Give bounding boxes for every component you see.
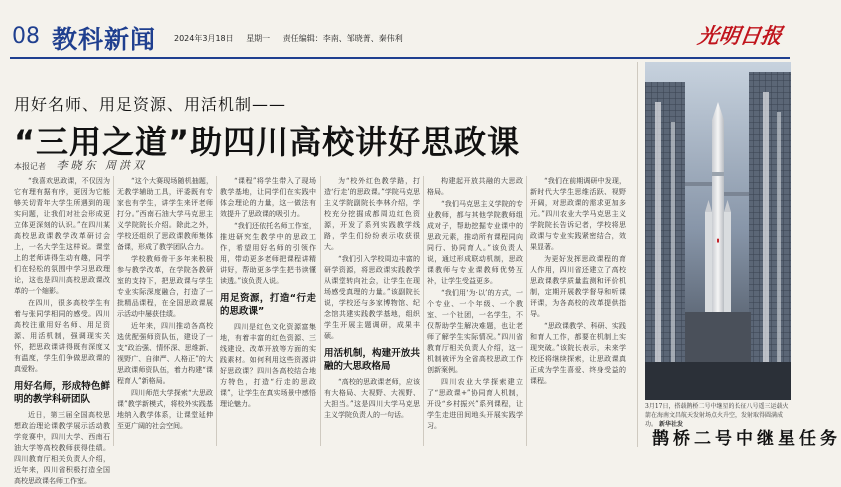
- article-column-6: [530, 176, 626, 448]
- editors-credit: 责任编辑：李南、邹晓菁、秦伟利: [282, 34, 403, 43]
- paragraph: 在四川，很多高校学生有着与张同学相同的感受。四川高校注重用好名师、用足资源、用活机制，强调现实关怀，把思政课讲得既有深度又有温度，学生们争做思政课的真爱粉。: [14, 299, 110, 373]
- paragraph: 为更好发挥思政课程的育人作用，四川省还建立了高校思政课教学质量监测和评价机制，定期开展教学督导和听课评课，为各高校的改革提供指导。: [530, 255, 626, 318]
- section-title: 教科新闻: [52, 25, 157, 54]
- paragraph: “这个大赛现场随机抽题，无教学辅助工具，评委既有专家也有学生，讲学生来评老师打分。”西南石油大学马克思主义学院院长介绍。除此之外，学校还组织了思政课教师集体备课，形成了教学团队合力。: [117, 177, 213, 251]
- article-column-3: [220, 176, 316, 448]
- issue-date: 2024年3月18日: [174, 34, 234, 43]
- paragraph: 学校教师骨干多年来积极参与教学改革，在学院各教研室的支持下，把思政课与学生专业实际深度融合，打造了一批精品课程，在全国思政课展示活动中屡获佳绩。: [117, 255, 213, 318]
- byline-label: 本报记者: [14, 162, 46, 171]
- paragraph: “我喜欢思政课，不仅因为它有理有据有序，更因为它能够关切青年大学生所遇到的现实问题，让我们对社会形成更立体更深刻的认识。”在四川某高校思政课教学改革研讨会上，一名大学生这样说。课堂上的老师讲得生动有趣，同学们在轻松的氛围中学习思政理论，这也是四川高校思政课改革的一个缩影。: [14, 177, 110, 295]
- masthead-logo: 光明日报: [696, 23, 784, 48]
- paragraph: “我们马克思主义学院的专业教师，都与其他学院教师组成对子，帮助挖掘专业课中的思政元素，推动所有课程同向同行、协同育人。”该负责人说，通过形成联动机制，思政课教师与专业课教师优势互补，让学生受益更多。: [427, 200, 523, 285]
- paragraph: “课程”将学生带入了现场教学基地，让同学们在实践中体会理论的力量，这一做法有效提升了思政课的吸引力。: [220, 177, 316, 218]
- byline-names: 李晓东 周洪双: [56, 159, 148, 172]
- byline: [14, 157, 147, 173]
- subheading-1: 用好名师，形成特色鲜明的教学科研团队: [14, 381, 110, 405]
- paragraph: “我们用‘为·以’的方式，一个专业、一个年级、一个教室、一个社团，一名学生，不仅帮助学生解决难题，也让老师了解学生实际情况。”四川省教育厅相关负责人介绍，这一机制被评为全省高校思政工作创新案例。: [427, 289, 523, 374]
- article-column-5: [427, 176, 523, 448]
- paragraph: 近年来，四川推动各高校选优配强师资队伍，建设了一支“政治强、情怀深、思维新、视野广、自律严、人格正”的大思政课师资队伍，着力构建“课程育人”新格局。: [117, 322, 213, 385]
- paragraph: 近日，第三届全国高校思想政治理论课教学展示活动教学竞赛中，四川大学、西南石油大学等高校教师获得佳绩。四川教育厅相关负责人介绍，近年来，四川省积极打造全国高校思政课名师工作室。: [14, 411, 110, 485]
- paragraph: 四川师范大学探索“大思政课”教学新模式，将校外实践基地纳入教学体系，让课堂延伸至更广阔的社会空间。: [117, 389, 213, 430]
- header-rule: [10, 57, 790, 59]
- column-divider: [216, 176, 217, 446]
- column-divider: [423, 176, 424, 446]
- paragraph: “我们引入学校周边丰富的研学资源，将思政课实践教学从课堂转向社会，让学生在现场感受真理的力量。”该副院长说，学校还与多家博物馆、纪念馆共建实践教学基地，组织学生开展主题调研，成果丰硕。: [324, 255, 420, 340]
- column-divider: [526, 176, 527, 446]
- article-kicker: 用好名师、用足资源、用活机制——: [14, 95, 287, 114]
- column-divider: [113, 176, 114, 446]
- rocket-launch-illustration: [645, 62, 791, 400]
- page-number: 08: [12, 24, 40, 49]
- photo-divider: [637, 62, 638, 447]
- paragraph: 构建起开放共融的大思政格局。: [427, 177, 523, 196]
- page-header: [0, 0, 800, 62]
- photo-credit: 新华社发: [658, 421, 683, 428]
- issue-weekday: 星期一: [246, 34, 271, 43]
- svg-text:▮: ▮: [716, 238, 720, 244]
- article-headline: “三用之道”助四川高校讲好思政课: [14, 123, 521, 161]
- paragraph: “我们在前期调研中发现，新时代大学生思维活跃、视野开阔，对思政课的需求更加多元。”四川农业大学马克思主义学院院长告诉记者，学校将思政课与专业实践紧密结合，效果显著。: [530, 177, 626, 251]
- paragraph: “思政课教学、科研、实践和育人工作，都要在机制上实现突破。”该院长表示，未来学校还将继续探索，让思政课真正成为学生喜爱、终身受益的课程。: [530, 322, 626, 385]
- paragraph: 为“校外红色教学路，打造‘行走’的思政课。”学院马克思主义学院副院长李林介绍，学校充分挖掘成都周边红色资源，开发了系列实践教学线路，学生们纷纷表示收获很大。: [324, 177, 420, 251]
- article-column-4: [324, 176, 420, 448]
- subheading-2: 用足资源，打造“行走的思政课”: [220, 293, 316, 317]
- subheading-3: 用活机制，构建开放共融的大思政格局: [324, 348, 420, 372]
- bottom-headline: 鹊桥二号中继星任务: [652, 429, 841, 449]
- paragraph: “高校的思政课老师，应该有大格局、大视野、大视野、大担当。”这是四川大学马克思主义学院负责人的一句话。: [324, 378, 420, 419]
- paragraph: 四川农业大学探索建立了“思政课+”协同育人机制，开设“乡村振兴”系列课程，让学生走进田间地头开展实践学习。: [427, 378, 523, 430]
- header-meta: [174, 33, 413, 44]
- article-column-2: [117, 176, 213, 448]
- rocket-launch-photo: [645, 62, 791, 400]
- caption-text: 3月17日，搭载鹊桥二号中继星的长征八号遥三运载火箭在海南文昌航天发射场点火升空，发射取得圆满成功。: [645, 403, 789, 428]
- column-divider: [320, 176, 321, 446]
- paragraph: “我们还依托名师工作室，推进研究生教学中的思政工作，希望用好名师的引领作用，带动更多老师把课程讲精讲好，帮助更多学生把书读懂读透。”该负责人说。: [220, 222, 316, 285]
- paragraph: 四川是红色文化资源富集地，有着丰富的红色资源、三线建设、改革开放等方面的实践素材。如何利用这些资源讲好思政课？四川各高校结合地方特色，打造“行走的思政课”，让学生在真实场景中感悟理论魅力。: [220, 323, 316, 408]
- article-column-1: [14, 176, 110, 485]
